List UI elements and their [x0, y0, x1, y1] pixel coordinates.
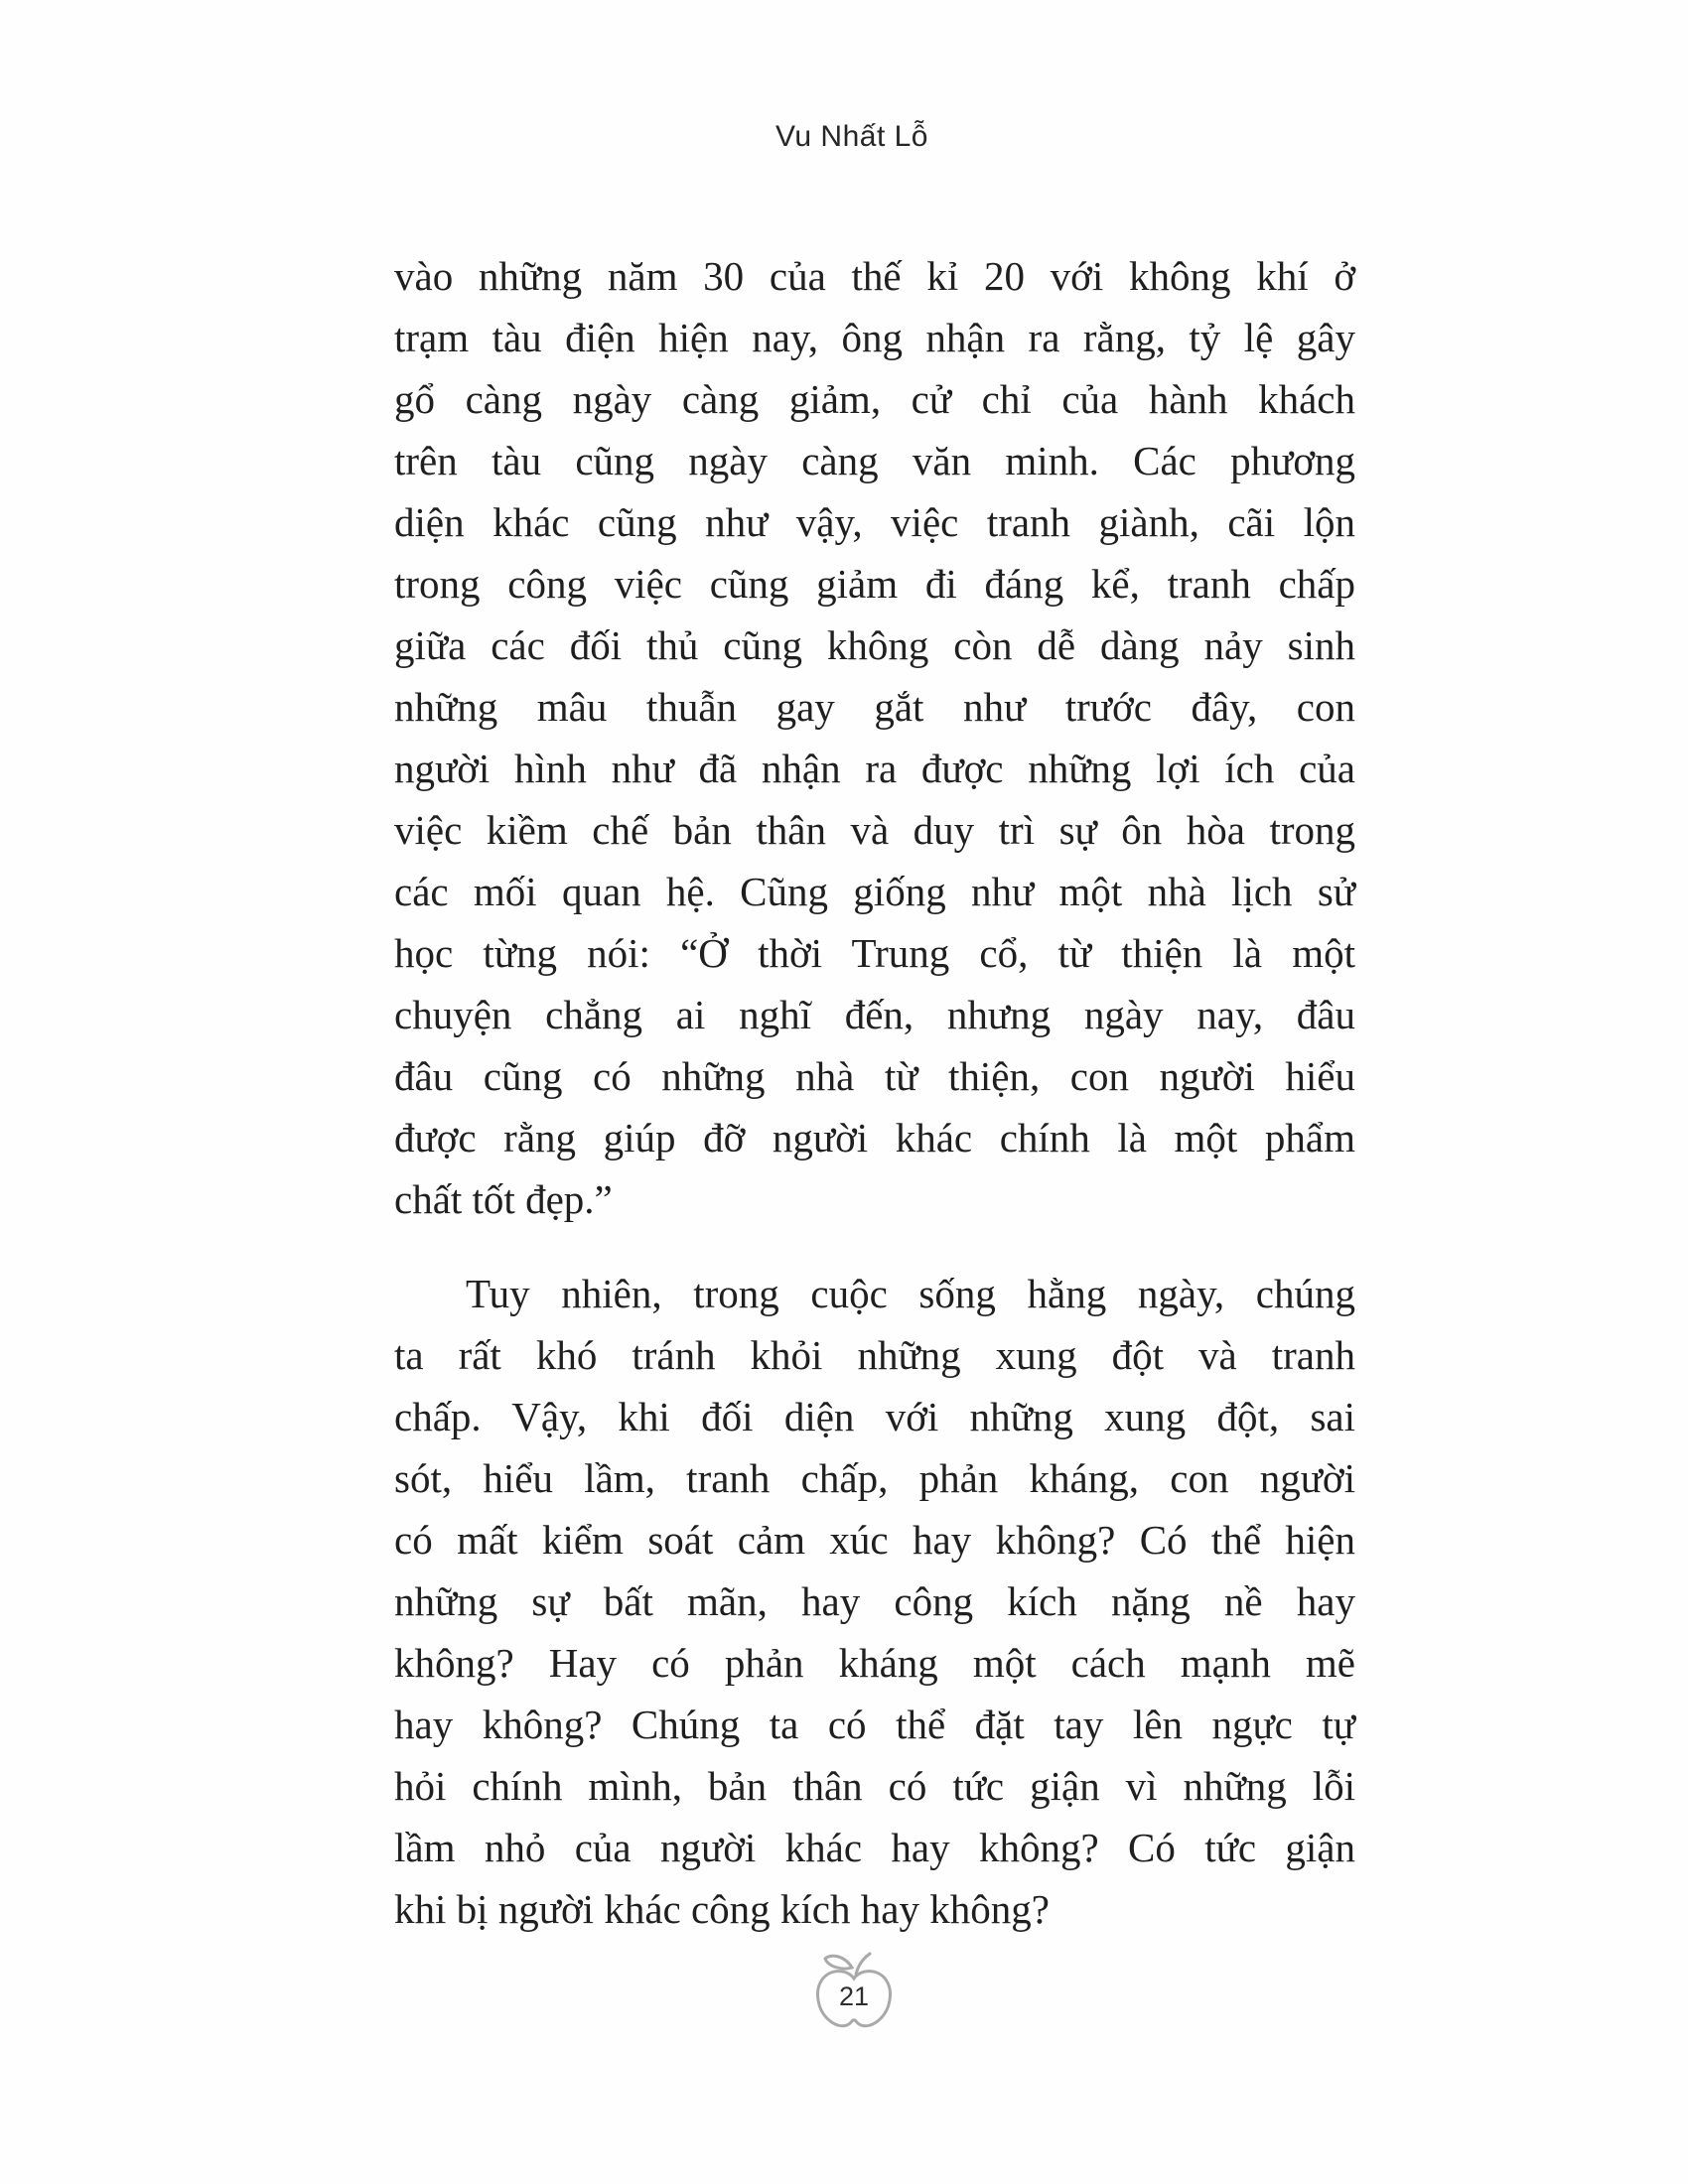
text-line: khi bị người khác công kích hay không?	[394, 1886, 1050, 1932]
text-line: sót, hiểu lầm, tranh chấp, phản kháng, con người	[394, 1455, 1355, 1501]
text-line: học từng nói: “Ở thời Trung cổ, từ thiện là một	[394, 930, 1355, 976]
text-line: trên tàu cũng ngày càng văn minh. Các phương	[394, 438, 1355, 483]
text-line: gổ càng ngày càng giảm, cử chỉ của hành khách	[394, 376, 1355, 422]
page-number: 21	[838, 1981, 870, 2011]
body-text	[394, 245, 1355, 1940]
text-line: người hình như đã nhận ra được những lợi ích của	[394, 746, 1355, 791]
text-line: được rằng giúp đỡ người khác chính là một phẩm	[394, 1115, 1355, 1160]
page-number-badge	[806, 1949, 902, 2044]
text-line: lầm nhỏ của người khác hay không? Có tức giận	[394, 1825, 1355, 1870]
text-line: chất tốt đẹp.”	[394, 1176, 613, 1222]
text-line: hỏi chính mình, bản thân có tức giận vì những lỗi	[394, 1763, 1355, 1809]
text-line: Tuy nhiên, trong cuộc sống hằng ngày, chúng	[466, 1271, 1355, 1316]
text-line: chấp. Vậy, khi đối diện với những xung đột, sai	[394, 1394, 1355, 1439]
text-line: hay không? Chúng ta có thể đặt tay lên ngực tự	[394, 1702, 1355, 1747]
text-line: đâu cũng có những nhà từ thiện, con người hiểu	[394, 1053, 1355, 1099]
text-line: trong công việc cũng giảm đi đáng kể, tranh chấp	[394, 561, 1355, 607]
text-line: trạm tàu điện hiện nay, ông nhận ra rằng, tỷ lệ gây	[394, 315, 1355, 360]
text-line: vào những năm 30 của thế kỉ 20 với không khí ở	[394, 253, 1355, 299]
text-line: việc kiềm chế bản thân và duy trì sự ôn hòa trong	[394, 807, 1355, 853]
text-line: những mâu thuẫn gay gắt như trước đây, con	[394, 684, 1355, 730]
paragraph	[394, 1263, 1355, 1940]
text-line: những sự bất mãn, hay công kích nặng nề hay	[394, 1578, 1355, 1624]
text-line: ta rất khó tránh khỏi những xung đột và tranh	[394, 1332, 1355, 1378]
text-line: các mối quan hệ. Cũng giống như một nhà lịch sử	[394, 869, 1355, 914]
text-line: diện khác cũng như vậy, việc tranh giành, cãi lộn	[394, 499, 1355, 545]
book-page	[394, 0, 1355, 2184]
running-header: Vu Nhất Lỗ	[775, 120, 928, 153]
text-line: chuyện chẳng ai nghĩ đến, nhưng ngày nay, đâu	[394, 992, 1355, 1037]
text-line: có mất kiểm soát cảm xúc hay không? Có thể hiện	[394, 1517, 1355, 1563]
text-line: giữa các đối thủ cũng không còn dễ dàng nảy sinh	[394, 622, 1355, 668]
text-line: không? Hay có phản kháng một cách mạnh mẽ	[394, 1640, 1355, 1686]
paragraph	[394, 245, 1355, 1230]
